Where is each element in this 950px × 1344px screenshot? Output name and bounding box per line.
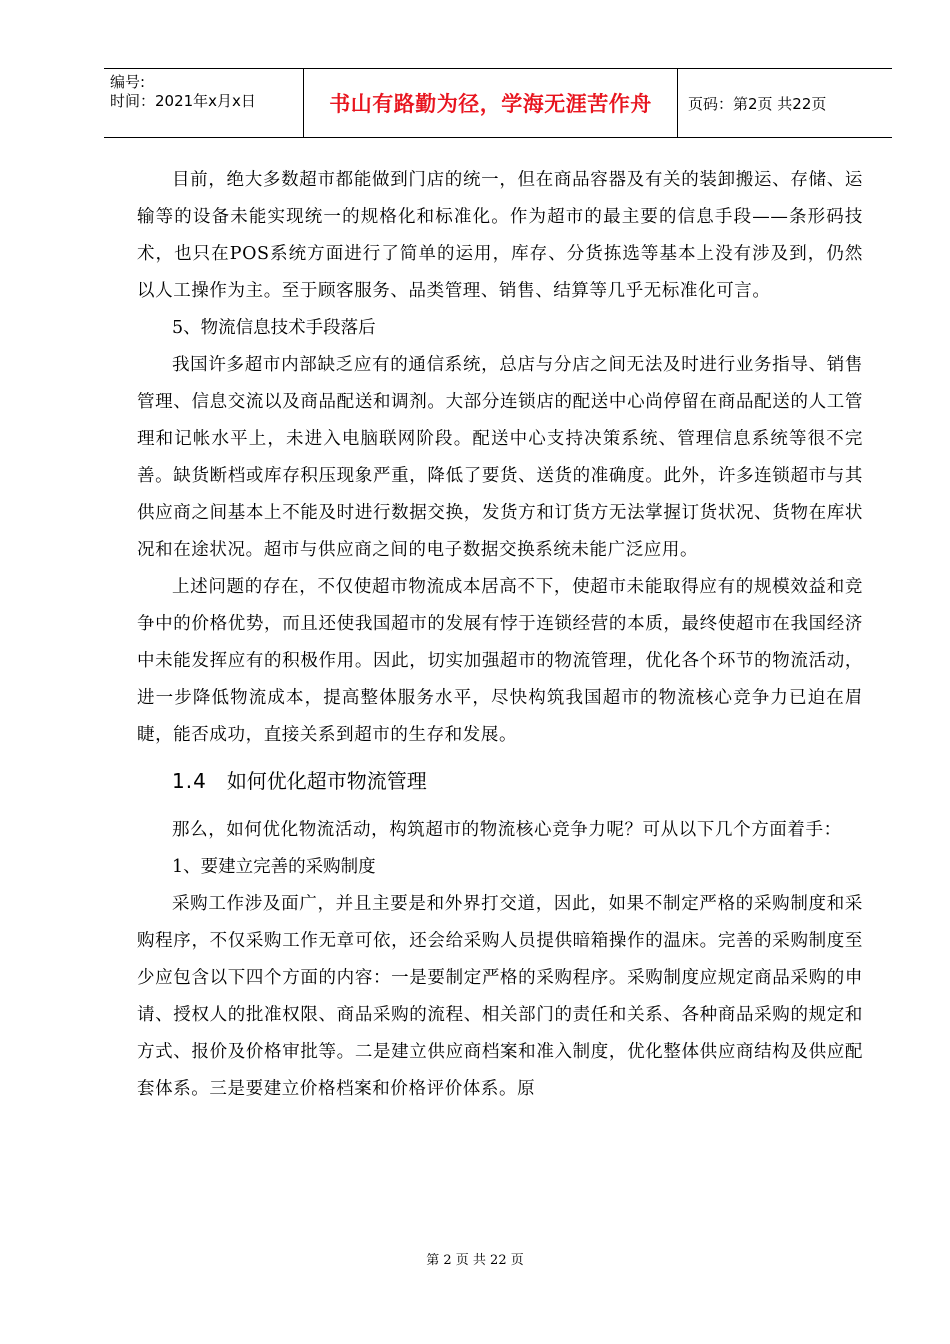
header-meta	[104, 69, 304, 137]
paragraph-intro: 那么，如何优化物流活动，构筑超市的物流核心竞争力呢？可从以下几个方面着手：	[172, 820, 842, 840]
paragraph-procurement: 采购工作涉及面广，并且主要是和外界打交道，因此，如果不制定严格的采购制度和采购程序，不仅采购工作无章可依，还会给采购人员提供暗箱操作的温床。完善的采购制度至少应包含以下四个方面的内容：一是要制定严格的采购程序。采购制度应规定商品采购的申请、授权人的批准权限、商品采购的流程、相关部门的责任和关系、各种商品采购的规定和方式、报价及价格审批等。二是建立供应商档案和准入制度，优化整体供应商结构及供应配套体系。三是要建立价格档案和价格评价体系。原	[137, 894, 863, 1099]
paragraph-info-tech: 我国许多超市内部缺乏应有的通信系统，总店与分店之间无法及时进行业务指导、销售管理、信息交流以及商品配送和调剂。大部分连锁店的配送中心尚停留在商品配送的人工管理和记帐水平上，未进入电脑联网阶段。配送中心支持决策系统、管理信息系统等很不完善。缺货断档或库存积压现象严重，降低了要货、送货的准确度。此外，许多连锁超市与其供应商之间基本上不能及时进行数据交换，发货方和订货方无法掌握订货状况、货物在库状况和在途状况。超市与供应商之间的电子数据交换系统未能广泛应用。	[137, 355, 863, 560]
document-number-label: 编号:	[110, 73, 146, 91]
header-motto: 书山有路勤为径，学海无涯苦作舟	[304, 69, 678, 137]
section-number: 1.4	[172, 769, 207, 793]
section-heading	[137, 764, 863, 798]
list-item-5: 5、物流信息技术手段落后	[172, 318, 376, 338]
section-title: 如何优化超市物流管理	[226, 769, 427, 793]
document-date: 时间：2021年x月x日	[110, 92, 256, 110]
page-footer: 第 2 页 共 22 页	[426, 1253, 524, 1268]
paragraph-problems-summary: 上述问题的存在，不仅使超市物流成本居高不下，使超市未能取得应有的规模效益和竞争中的价格优势，而且还使我国超市的发展有悖于连锁经营的本质，最终使超市在我国经济中未能发挥应有的积极作用。因此，切实加强超市的物流管理，优化各个环节的物流活动，进一步降低物流成本，提高整体服务水平，尽快构筑我国超市的物流核心竞争力已迫在眉睫，能否成功，直接关系到超市的生存和发展。	[137, 577, 863, 745]
paragraph-standardization: 目前，绝大多数超市都能做到门店的统一，但在商品容器及有关的装卸搬运、存储、运输等的设备未能实现统一的规格化和标准化。作为超市的最主要的信息手段——条形码技术，也只在POS系统方面进行了简单的运用，库存、分货拣选等基本上没有涉及到，仍然以人工操作为主。至于顾客服务、品类管理、销售、结算等几乎无标准化可言。	[137, 170, 863, 301]
page-header	[104, 68, 892, 138]
header-page-info: 页码：第2页 共22页	[688, 94, 827, 113]
list-item-1: 1、要建立完善的采购制度	[172, 857, 376, 877]
document-body	[137, 162, 863, 1108]
